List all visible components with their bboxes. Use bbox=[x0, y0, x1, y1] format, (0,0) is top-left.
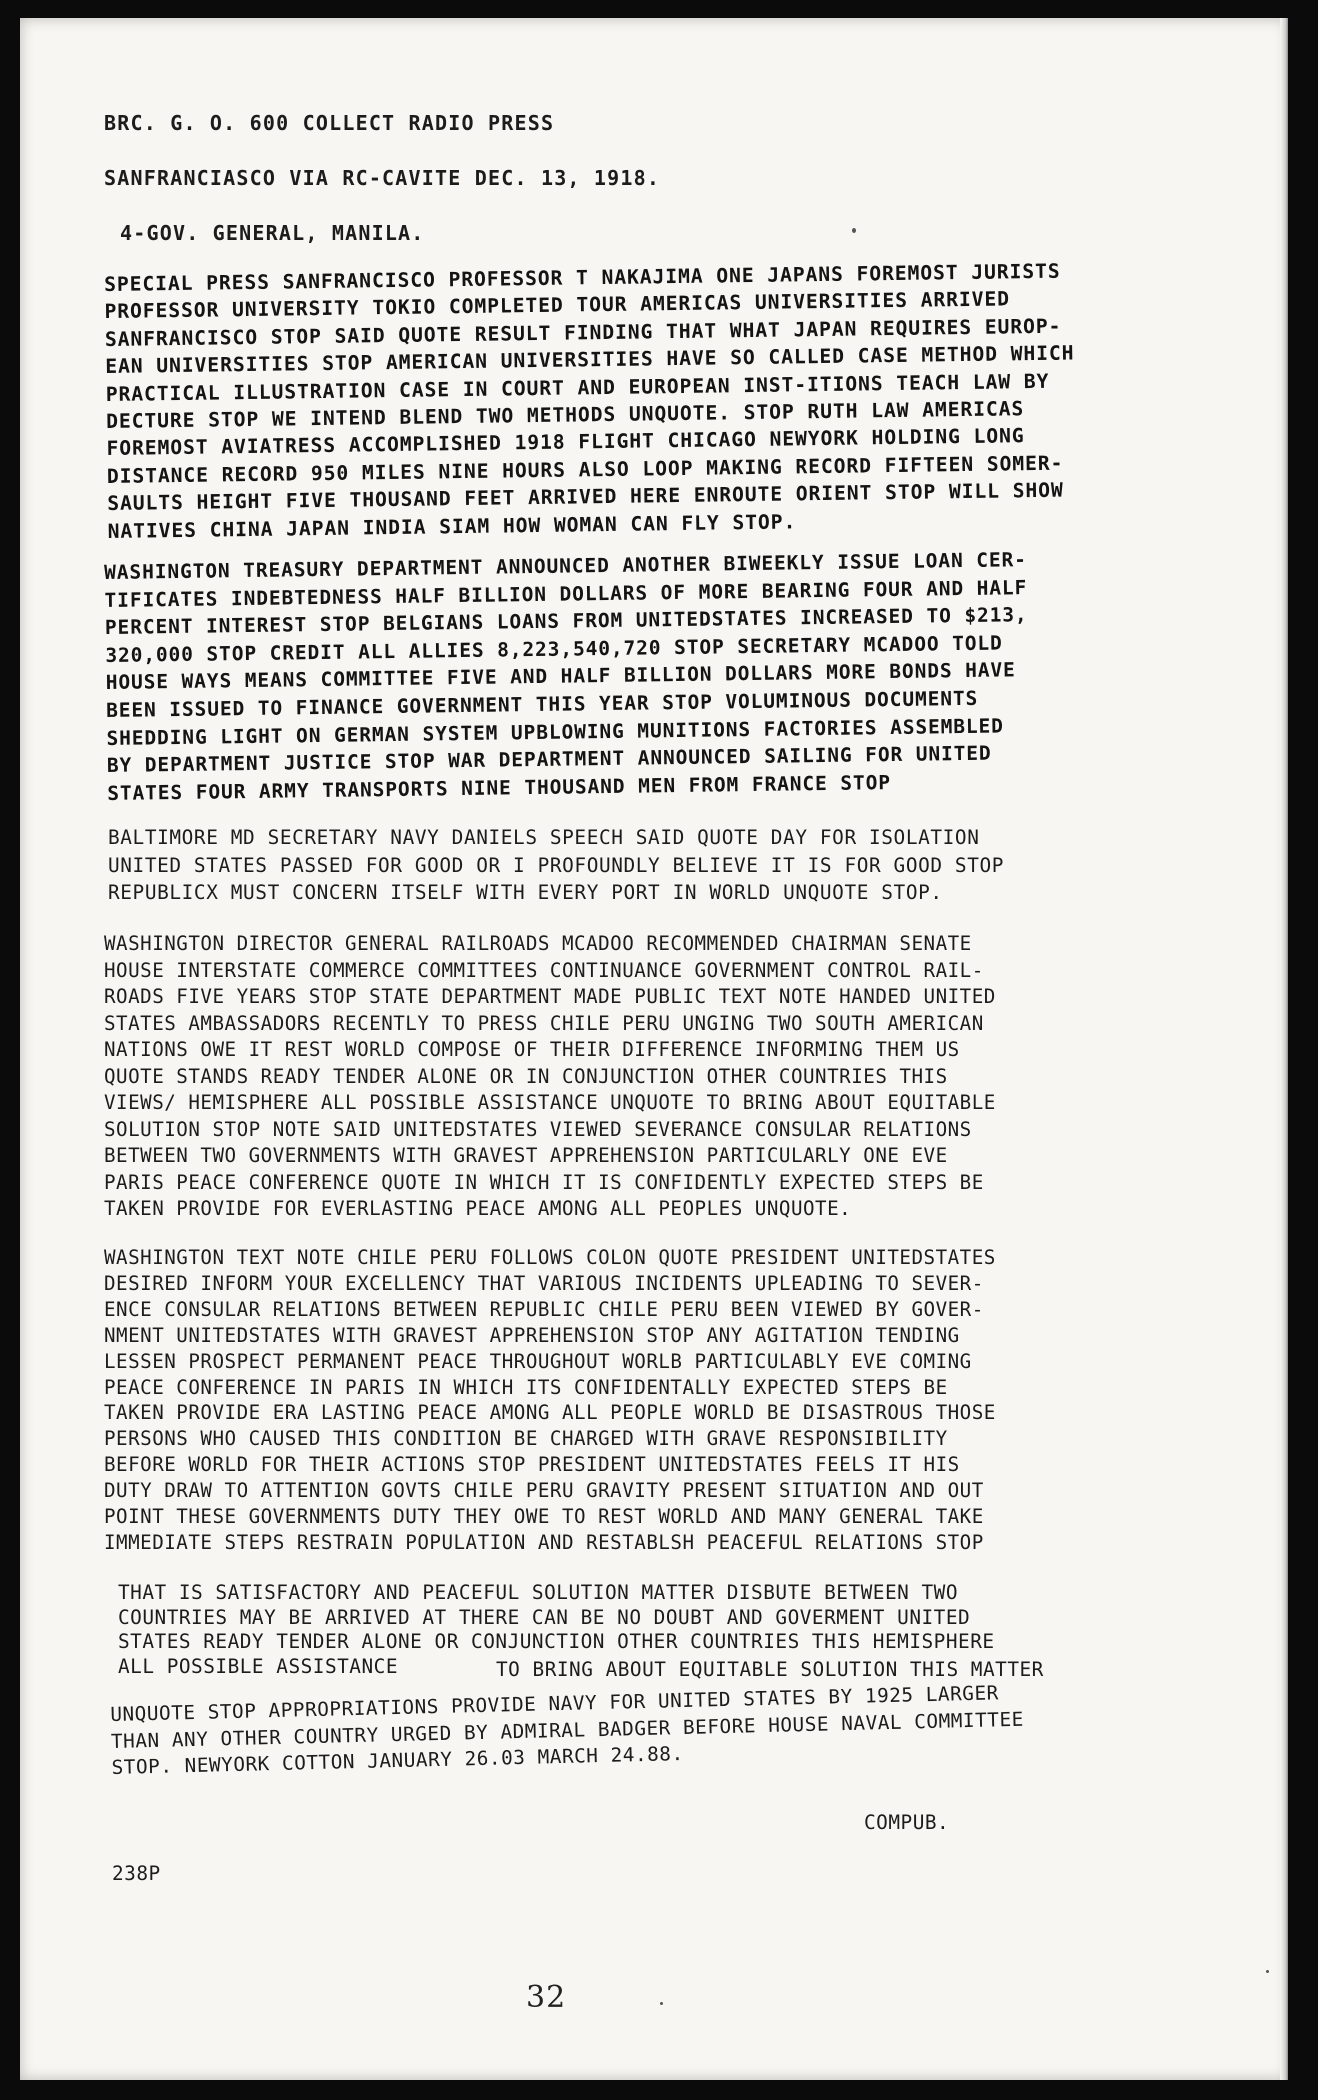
paragraph-daniels-speech: BALTIMORE MD SECRETARY NAVY DANIELS SPEECH SAID QUOTE DAY FOR ISOLATION UNITED STATES PASSED FOR GOOD OR I PROFOUNDLY BELIEVE IT IS FOR GOOD STOP REPUBLICX MUST CONCERN ITSELF WITH EVERY PORT IN WORLD UNQUOTE STOP. bbox=[108, 826, 1005, 905]
scan-speck bbox=[852, 228, 856, 233]
header-addressee-line: 4-GOV. GENERAL, MANILA. bbox=[120, 221, 425, 245]
telegram-page bbox=[20, 18, 1288, 2080]
page-edge-shadow bbox=[1280, 18, 1288, 2080]
header-origin-line: SANFRANCIASCO VIA RC-CAVITE DEC. 13, 1918. bbox=[104, 166, 661, 190]
scan-speck bbox=[660, 2002, 663, 2005]
paragraph-treasury-loans: WASHINGTON TREASURY DEPARTMENT ANNOUNCED ANOTHER BIWEEKLY ISSUE LOAN CER- TIFICATES INDEBTEDNESS HALF BILLION DOLLARS OF MORE BEARING FOUR AND HALF PERCENT INTEREST STOP BELGIANS LOANS FROM UNITEDSTATES INCREASED TO $213, 320,000 STOP CREDIT ALL ALLIES 8,223,540,720 STOP SECRETARY MCADOO TOLD HOUSE WAYS MEANS COMMITTEE FIVE AND HALF BILLION DOLLARS MORE BONDS HAVE BEEN ISSUED TO FINANCE GOVERNMENT THIS YEAR STOP VOLUMINOUS DOCUMENTS SHEDDING LIGHT ON GERMAN SYSTEM UPBLOWING MUNITIONS FACTORIES ASSEMBLED BY DEPARTMENT JUSTICE STOP WAR DEPARTMENT ANNOUNCED SAILING FOR UNITED STATES FOUR ARMY TRANSPORTS NINE THOUSAND MEN FROM FRANCE STOP bbox=[104, 548, 1028, 805]
paragraph-railroads-chile-peru: WASHINGTON DIRECTOR GENERAL RAILROADS MCADOO RECOMMENDED CHAIRMAN SENATE HOUSE INTERSTATE COMMERCE COMMITTEES CONTINUANCE GOVERNMENT CONTROL RAIL- ROADS FIVE YEARS STOP STATE DEPARTMENT MADE PUBLIC TEXT NOTE HANDED UNITED STATES AMBASSADORS RECENTLY TO PRESS CHILE PERU UNGING TWO SOUTH AMERICAN NATIONS OWE IT REST WORLD COMPOSE OF THEIR DIFFERENCE INFORMING THEM US QUOTE STANDS READY TENDER ALONE OR IN CONJUNCTION OTHER COUNTRIES THIS VIEWS/ HEMISPHERE ALL POSSIBLE ASSISTANCE UNQUOTE TO BRING ABOUT EQUITABLE SOLUTION STOP NOTE SAID UNITEDSTATES VIEWED SEVERANCE CONSULAR RELATIONS BETWEEN TWO GOVERNMENTS WITH GRAVEST APPREHENSION PARTICULARLY ONE EVE PARIS PEACE CONFERENCE QUOTE IN WHICH IT IS CONFIDENTLY EXPECTED STEPS BE TAKEN PROVIDE FOR EVERLASTING PEACE AMONG ALL PEOPLES UNQUOTE. bbox=[104, 932, 996, 1220]
paragraph-satisfactory-solution-tail: TO BRING ABOUT EQUITABLE SOLUTION THIS MATTER bbox=[496, 1658, 1044, 1681]
header-routing-line: BRC. G. O. 600 COLLECT RADIO PRESS bbox=[104, 111, 555, 135]
scan-speck bbox=[1266, 1970, 1269, 1973]
signature-compub: COMPUB. bbox=[864, 1811, 950, 1834]
paragraph-text-note: WASHINGTON TEXT NOTE CHILE PERU FOLLOWS COLON QUOTE PRESIDENT UNITEDSTATES DESIRED INFORM YOUR EXCELLENCY THAT VARIOUS INCIDENTS UPLEADING TO SEVER- ENCE CONSULAR RELATIONS BETWEEN REPUBLIC CHILE PERU BEEN VIEWED BY GOVER- NMENT UNITEDSTATES WITH GRAVEST APPREHENSION STOP ANY AGITATION TENDING LESSEN PROSPECT PERMANENT PEACE THROUGHOUT WORLB PARTICULABLY EVE COMING PEACE CONFERENCE IN PARIS IN WHICH ITS CONFIDENTALLY EXPECTED STEPS BE TAKEN PROVIDE ERA LASTING PEACE AMONG ALL PEOPLE WORLD BE DISASTROUS THOSE PERSONS WHO CAUSED THIS CONDITION BE CHARGED WITH GRAVE RESPONSIBILITY BEFORE WORLD FOR THEIR ACTIONS STOP PRESIDENT UNITEDSTATES FEELS IT HIS DUTY DRAW TO ATTENTION GOVTS CHILE PERU GRAVITY PRESENT SITUATION AND OUT POINT THESE GOVERNMENTS DUTY THEY OWE TO REST WORLD AND MANY GENERAL TAKE IMMEDIATE STEPS RESTRAIN POPULATION AND RESTABLSH PEACEFUL RELATIONS STOP bbox=[104, 1246, 996, 1554]
paragraph-navy-cotton: UNQUOTE STOP APPROPRIATIONS PROVIDE NAVY FOR UNITED STATES BY 1925 LARGER THAN ANY OTHER COUNTRY URGED BY ADMIRAL BADGER BEFORE HOUSE NAVAL COMMITTEE STOP. NEWYORK COTTON JANUARY 26.03 MARCH 24.88. bbox=[110, 1681, 1025, 1779]
paragraph-satisfactory-solution: THAT IS SATISFACTORY AND PEACEFUL SOLUTION MATTER DISBUTE BETWEEN TWO COUNTRIES MAY BE ARRIVED AT THERE CAN BE NO DOUBT AND GOVERMENT UNITED STATES READY TENDER ALONE OR CONJUNCTION OTHER COUNTRIES THIS HEMISPHERE ALL POSSIBLE ASSISTANCE bbox=[118, 1581, 995, 1678]
page-number: 32 bbox=[526, 1980, 567, 2015]
reference-code: 238P bbox=[112, 1862, 161, 1885]
paragraph-nakajima-ruth-law: SPECIAL PRESS SANFRANCISCO PROFESSOR T NAKAJIMA ONE JAPANS FOREMOST JURISTS PROFESSOR UNIVERSITY TOKIO COMPLETED TOUR AMERICAS UNIVERSITIES ARRIVED SANFRANCISCO STOP SAID QUOTE RESULT FINDING THAT WHAT JAPAN REQUIRES EUROP- EAN UNIVERSITIES STOP AMERICAN UNIVERSITIES HAVE SO CALLED CASE METHOD WHICH PRACTICAL ILLUSTRATION CASE IN COURT AND EUROPEAN INST-ITIONS TEACH LAW BY DECTURE STOP WE INTEND BLEND TWO METHODS UNQUOTE. STOP RUTH LAW AMERICAS FOREMOST AVIATRESS ACCOMPLISHED 1918 FLIGHT CHICAGO NEWYORK HOLDING LONG DISTANCE RECORD 950 MILES NINE HOURS ALSO LOOP MAKING RECORD FIFTEEN SOMER- SAULTS HEIGHT FIVE THOUSAND FEET ARRIVED HERE ENROUTE ORIENT STOP WILL SHOW NATIVES CHINA JAPAN INDIA SIAM HOW WOMAN CAN FLY STOP. bbox=[104, 259, 1075, 543]
